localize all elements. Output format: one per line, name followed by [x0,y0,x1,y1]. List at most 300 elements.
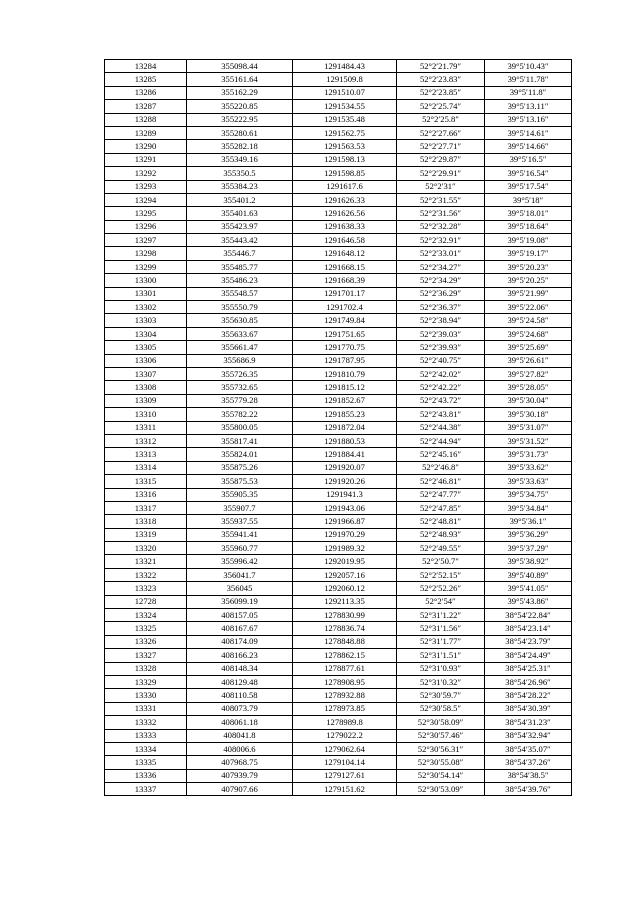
x-coordinate-cell: 355162.29 [187,86,293,99]
point-number-cell: 13330 [105,689,187,702]
y-coordinate-cell: 1291626.56 [293,207,397,220]
longitude-cell: 39°5′22.06″ [485,301,572,314]
point-number-cell: 13321 [105,555,187,568]
table-row [105,689,572,702]
y-coordinate-cell: 1291648.12 [293,247,397,260]
point-number-cell: 13335 [105,756,187,769]
point-number-cell: 13334 [105,742,187,755]
longitude-cell: 39°5′26.61″ [485,354,572,367]
y-coordinate-cell: 1291920.26 [293,475,397,488]
table-row [105,234,572,247]
point-number-cell: 13312 [105,434,187,447]
x-coordinate-cell: 408110.58 [187,689,293,702]
latitude-cell: 52°2′39.03″ [397,327,485,340]
x-coordinate-cell: 355486.23 [187,274,293,287]
longitude-cell: 39°5′21.99″ [485,287,572,300]
table-row [105,60,572,73]
y-coordinate-cell: 1291562.75 [293,126,397,139]
table-row [105,595,572,608]
point-number-cell: 13331 [105,702,187,715]
point-number-cell: 13287 [105,100,187,113]
point-number-cell: 13296 [105,220,187,233]
longitude-cell: 39°5′24.68″ [485,327,572,340]
latitude-cell: 52°2′42.22″ [397,381,485,394]
table-row [105,434,572,447]
y-coordinate-cell: 1291668.39 [293,274,397,287]
latitude-cell: 52°2′27.66″ [397,126,485,139]
point-number-cell: 13292 [105,167,187,180]
longitude-cell: 39°5′28.05″ [485,381,572,394]
point-number-cell: 13301 [105,287,187,300]
latitude-cell: 52°2′47.85″ [397,501,485,514]
longitude-cell: 39°5′37.29″ [485,542,572,555]
table-row [105,555,572,568]
y-coordinate-cell: 1279127.61 [293,769,397,782]
latitude-cell: 52°2′25.8″ [397,113,485,126]
x-coordinate-cell: 355732.65 [187,381,293,394]
table-row [105,716,572,729]
point-number-cell: 13285 [105,73,187,86]
table-row [105,327,572,340]
table-row [105,394,572,407]
coordinate-table [104,59,572,796]
point-number-cell: 13300 [105,274,187,287]
x-coordinate-cell: 356041.7 [187,568,293,581]
x-coordinate-cell: 355905.35 [187,488,293,501]
latitude-cell: 52°2′27.71″ [397,140,485,153]
x-coordinate-cell: 355222.95 [187,113,293,126]
table-row [105,448,572,461]
x-coordinate-cell: 355443.42 [187,234,293,247]
longitude-cell: 39°5′30.18″ [485,408,572,421]
latitude-cell: 52°2′43.72″ [397,394,485,407]
latitude-cell: 52°2′31.56″ [397,207,485,220]
latitude-cell: 52°2′40.75″ [397,354,485,367]
y-coordinate-cell: 1292057.16 [293,568,397,581]
table-row [105,73,572,86]
x-coordinate-cell: 355824.01 [187,448,293,461]
y-coordinate-cell: 1291484.43 [293,60,397,73]
point-number-cell: 13320 [105,542,187,555]
longitude-cell: 39°5′40.89″ [485,568,572,581]
y-coordinate-cell: 1292019.95 [293,555,397,568]
table-row [105,662,572,675]
longitude-cell: 39°5′38.92″ [485,555,572,568]
longitude-cell: 38°54′38.5″ [485,769,572,782]
longitude-cell: 38°54′23.14″ [485,622,572,635]
latitude-cell: 52°2′49.55″ [397,542,485,555]
y-coordinate-cell: 1279022.2 [293,729,397,742]
x-coordinate-cell: 408129.48 [187,675,293,688]
table-row [105,220,572,233]
x-coordinate-cell: 355800.05 [187,421,293,434]
x-coordinate-cell: 408174.09 [187,635,293,648]
y-coordinate-cell: 1291749.84 [293,314,397,327]
y-coordinate-cell: 1278877.61 [293,662,397,675]
y-coordinate-cell: 1291701.17 [293,287,397,300]
latitude-cell: 52°2′52.15″ [397,568,485,581]
table-row [105,421,572,434]
point-number-cell: 13288 [105,113,187,126]
y-coordinate-cell: 1291787.95 [293,354,397,367]
y-coordinate-cell: 1279104.14 [293,756,397,769]
x-coordinate-cell: 408166.23 [187,649,293,662]
point-number-cell: 13311 [105,421,187,434]
longitude-cell: 38°54′22.84″ [485,609,572,622]
latitude-cell: 52°2′50.7″ [397,555,485,568]
latitude-cell: 52°2′36.29″ [397,287,485,300]
table-row [105,113,572,126]
point-number-cell: 13286 [105,86,187,99]
latitude-cell: 52°31′1.56″ [397,622,485,635]
point-number-cell: 13327 [105,649,187,662]
x-coordinate-cell: 355937.55 [187,515,293,528]
longitude-cell: 39°5′16.5″ [485,153,572,166]
x-coordinate-cell: 355907.7 [187,501,293,514]
point-number-cell: 13337 [105,783,187,796]
table-row [105,649,572,662]
latitude-cell: 52°2′36.37″ [397,301,485,314]
table-row [105,408,572,421]
longitude-cell: 39°5′25.69″ [485,341,572,354]
x-coordinate-cell: 356099.19 [187,595,293,608]
table-row [105,461,572,474]
point-number-cell: 13315 [105,475,187,488]
point-number-cell: 13297 [105,234,187,247]
latitude-cell: 52°2′47.77″ [397,488,485,501]
y-coordinate-cell: 1291598.13 [293,153,397,166]
x-coordinate-cell: 355280.61 [187,126,293,139]
y-coordinate-cell: 1291852.67 [293,394,397,407]
longitude-cell: 39°5′18″ [485,193,572,206]
latitude-cell: 52°2′31.55″ [397,193,485,206]
y-coordinate-cell: 1291880.53 [293,434,397,447]
table-row [105,742,572,755]
point-number-cell: 13328 [105,662,187,675]
y-coordinate-cell: 1291920.07 [293,461,397,474]
point-number-cell: 13307 [105,367,187,380]
y-coordinate-cell: 1291668.15 [293,260,397,273]
y-coordinate-cell: 1278973.85 [293,702,397,715]
table-row [105,180,572,193]
x-coordinate-cell: 355726.35 [187,367,293,380]
table-row [105,193,572,206]
point-number-cell: 13333 [105,729,187,742]
latitude-cell: 52°2′42.02″ [397,367,485,380]
x-coordinate-cell: 355782.22 [187,408,293,421]
y-coordinate-cell: 1291770.75 [293,341,397,354]
x-coordinate-cell: 355446.7 [187,247,293,260]
point-number-cell: 13336 [105,769,187,782]
longitude-cell: 38°54′31.23″ [485,716,572,729]
table-row [105,274,572,287]
point-number-cell: 13322 [105,568,187,581]
table-row [105,488,572,501]
point-number-cell: 13323 [105,582,187,595]
x-coordinate-cell: 355220.85 [187,100,293,113]
longitude-cell: 39°5′27.82″ [485,367,572,380]
table-row [105,153,572,166]
y-coordinate-cell: 1278932.88 [293,689,397,702]
y-coordinate-cell: 1291966.87 [293,515,397,528]
x-coordinate-cell: 355996.42 [187,555,293,568]
point-number-cell: 13303 [105,314,187,327]
table-row [105,475,572,488]
longitude-cell: 38°54′24.49″ [485,649,572,662]
longitude-cell: 39°5′34.84″ [485,501,572,514]
longitude-cell: 38°54′28.22″ [485,689,572,702]
longitude-cell: 39°5′18.01″ [485,207,572,220]
longitude-cell: 39°5′10.43″ [485,60,572,73]
longitude-cell: 39°5′13.16″ [485,113,572,126]
x-coordinate-cell: 355401.2 [187,193,293,206]
table-row [105,568,572,581]
point-number-cell: 13299 [105,260,187,273]
y-coordinate-cell: 1279062.64 [293,742,397,755]
longitude-cell: 38°54′37.26″ [485,756,572,769]
point-number-cell: 13325 [105,622,187,635]
y-coordinate-cell: 1291884.41 [293,448,397,461]
y-coordinate-cell: 1291941.3 [293,488,397,501]
longitude-cell: 38°54′30.39″ [485,702,572,715]
x-coordinate-cell: 355875.26 [187,461,293,474]
table-row [105,367,572,380]
table-row [105,301,572,314]
table-row [105,542,572,555]
x-coordinate-cell: 407939.79 [187,769,293,782]
y-coordinate-cell: 1278908.95 [293,675,397,688]
latitude-cell: 52°2′33.01″ [397,247,485,260]
x-coordinate-cell: 407968.75 [187,756,293,769]
x-coordinate-cell: 408167.67 [187,622,293,635]
table-row [105,783,572,796]
latitude-cell: 52°2′34.29″ [397,274,485,287]
point-number-cell: 13289 [105,126,187,139]
table-row [105,702,572,715]
x-coordinate-cell: 355630.85 [187,314,293,327]
longitude-cell: 39°5′41.05″ [485,582,572,595]
x-coordinate-cell: 355779.28 [187,394,293,407]
longitude-cell: 39°5′36.1″ [485,515,572,528]
y-coordinate-cell: 1292060.12 [293,582,397,595]
longitude-cell: 38°54′23.79″ [485,635,572,648]
latitude-cell: 52°2′23.85″ [397,86,485,99]
y-coordinate-cell: 1291598.85 [293,167,397,180]
y-coordinate-cell: 1278862.15 [293,649,397,662]
latitude-cell: 52°2′21.79″ [397,60,485,73]
y-coordinate-cell: 1291534.55 [293,100,397,113]
x-coordinate-cell: 355633.67 [187,327,293,340]
point-number-cell: 13326 [105,635,187,648]
x-coordinate-cell: 355350.5 [187,167,293,180]
x-coordinate-cell: 355423.97 [187,220,293,233]
table-row [105,86,572,99]
longitude-cell: 39°5′14.66″ [485,140,572,153]
table-row [105,100,572,113]
y-coordinate-cell: 1278836.74 [293,622,397,635]
longitude-cell: 39°5′14.61″ [485,126,572,139]
y-coordinate-cell: 1291638.33 [293,220,397,233]
latitude-cell: 52°31′1.22″ [397,609,485,622]
latitude-cell: 52°2′52.26″ [397,582,485,595]
latitude-cell: 52°2′45.16″ [397,448,485,461]
y-coordinate-cell: 1278848.88 [293,635,397,648]
longitude-cell: 39°5′43.86″ [485,595,572,608]
latitude-cell: 52°31′0.32″ [397,675,485,688]
table-row [105,622,572,635]
x-coordinate-cell: 408073.79 [187,702,293,715]
x-coordinate-cell: 408157.05 [187,609,293,622]
point-number-cell: 13305 [105,341,187,354]
x-coordinate-cell: 355817.41 [187,434,293,447]
longitude-cell: 39°5′34.75″ [485,488,572,501]
longitude-cell: 39°5′17.54″ [485,180,572,193]
x-coordinate-cell: 355282.18 [187,140,293,153]
y-coordinate-cell: 1291855.23 [293,408,397,421]
y-coordinate-cell: 1279151.62 [293,783,397,796]
point-number-cell: 13308 [105,381,187,394]
table-row [105,501,572,514]
x-coordinate-cell: 408006.6 [187,742,293,755]
point-number-cell: 13291 [105,153,187,166]
table-row [105,167,572,180]
latitude-cell: 52°2′32.91″ [397,234,485,247]
y-coordinate-cell: 1291943.06 [293,501,397,514]
y-coordinate-cell: 1291617.6 [293,180,397,193]
longitude-cell: 39°5′30.04″ [485,394,572,407]
longitude-cell: 39°5′16.54″ [485,167,572,180]
latitude-cell: 52°2′44.38″ [397,421,485,434]
point-number-cell: 13290 [105,140,187,153]
longitude-cell: 39°5′33.63″ [485,475,572,488]
latitude-cell: 52°2′23.83″ [397,73,485,86]
table-row [105,729,572,742]
coordinate-table-body [105,60,572,796]
point-number-cell: 13313 [105,448,187,461]
longitude-cell: 38°54′32.94″ [485,729,572,742]
longitude-cell: 39°5′31.73″ [485,448,572,461]
latitude-cell: 52°2′31″ [397,180,485,193]
latitude-cell: 52°30′53.09″ [397,783,485,796]
longitude-cell: 39°5′20.23″ [485,260,572,273]
point-number-cell: 13284 [105,60,187,73]
table-row [105,247,572,260]
x-coordinate-cell: 408041.8 [187,729,293,742]
latitude-cell: 52°2′43.81″ [397,408,485,421]
x-coordinate-cell: 355098.44 [187,60,293,73]
table-row [105,528,572,541]
point-number-cell: 13316 [105,488,187,501]
latitude-cell: 52°30′57.46″ [397,729,485,742]
latitude-cell: 52°2′25.74″ [397,100,485,113]
y-coordinate-cell: 1291810.79 [293,367,397,380]
y-coordinate-cell: 1292113.35 [293,595,397,608]
longitude-cell: 39°5′36.29″ [485,528,572,541]
point-number-cell: 13295 [105,207,187,220]
latitude-cell: 52°2′48.81″ [397,515,485,528]
latitude-cell: 52°2′38.94″ [397,314,485,327]
point-number-cell: 13310 [105,408,187,421]
y-coordinate-cell: 1291563.53 [293,140,397,153]
table-row [105,260,572,273]
y-coordinate-cell: 1291646.58 [293,234,397,247]
x-coordinate-cell: 407907.66 [187,783,293,796]
table-row [105,582,572,595]
latitude-cell: 52°30′54.14″ [397,769,485,782]
longitude-cell: 39°5′13.11″ [485,100,572,113]
latitude-cell: 52°31′0.93″ [397,662,485,675]
latitude-cell: 52°2′29.87″ [397,153,485,166]
point-number-cell: 13314 [105,461,187,474]
point-number-cell: 13319 [105,528,187,541]
x-coordinate-cell: 408061.18 [187,716,293,729]
latitude-cell: 52°2′44.94″ [397,434,485,447]
latitude-cell: 52°2′39.93″ [397,341,485,354]
x-coordinate-cell: 355401.63 [187,207,293,220]
latitude-cell: 52°30′59.7″ [397,689,485,702]
longitude-cell: 38°54′39.76″ [485,783,572,796]
y-coordinate-cell: 1291872.04 [293,421,397,434]
x-coordinate-cell: 355485.77 [187,260,293,273]
latitude-cell: 52°2′29.91″ [397,167,485,180]
y-coordinate-cell: 1291989.32 [293,542,397,555]
table-row [105,756,572,769]
y-coordinate-cell: 1291535.48 [293,113,397,126]
y-coordinate-cell: 1291970.29 [293,528,397,541]
longitude-cell: 39°5′19.08″ [485,234,572,247]
point-number-cell: 13317 [105,501,187,514]
x-coordinate-cell: 355661.47 [187,341,293,354]
y-coordinate-cell: 1278830.99 [293,609,397,622]
table-row [105,515,572,528]
table-row [105,609,572,622]
point-number-cell: 13298 [105,247,187,260]
longitude-cell: 39°5′31.52″ [485,434,572,447]
y-coordinate-cell: 1291751.65 [293,327,397,340]
latitude-cell: 52°31′1.51″ [397,649,485,662]
point-number-cell: 13302 [105,301,187,314]
latitude-cell: 52°30′56.31″ [397,742,485,755]
point-number-cell: 13332 [105,716,187,729]
point-number-cell: 13294 [105,193,187,206]
x-coordinate-cell: 355686.9 [187,354,293,367]
table-row [105,769,572,782]
table-row [105,207,572,220]
x-coordinate-cell: 355875.53 [187,475,293,488]
latitude-cell: 52°31′1.77″ [397,635,485,648]
x-coordinate-cell: 355349.16 [187,153,293,166]
table-row [105,635,572,648]
table-row [105,381,572,394]
x-coordinate-cell: 355384.23 [187,180,293,193]
table-row [105,354,572,367]
latitude-cell: 52°2′46.8″ [397,461,485,474]
y-coordinate-cell: 1291626.33 [293,193,397,206]
x-coordinate-cell: 355161.64 [187,73,293,86]
table-row [105,314,572,327]
latitude-cell: 52°2′46.81″ [397,475,485,488]
longitude-cell: 39°5′11.78″ [485,73,572,86]
latitude-cell: 52°2′32.28″ [397,220,485,233]
latitude-cell: 52°2′54″ [397,595,485,608]
latitude-cell: 52°2′48.93″ [397,528,485,541]
x-coordinate-cell: 355548.57 [187,287,293,300]
y-coordinate-cell: 1291510.07 [293,86,397,99]
longitude-cell: 39°5′33.62″ [485,461,572,474]
point-number-cell: 13306 [105,354,187,367]
longitude-cell: 39°5′18.64″ [485,220,572,233]
point-number-cell: 13324 [105,609,187,622]
